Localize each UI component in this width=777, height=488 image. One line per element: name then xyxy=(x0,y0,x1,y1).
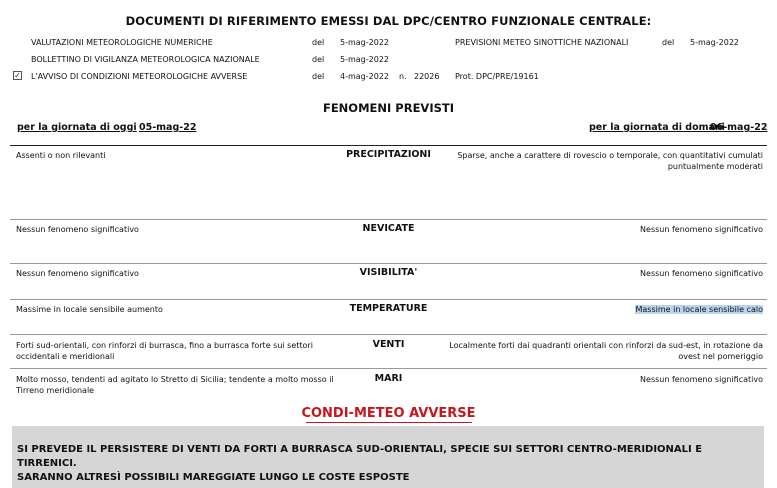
row-divider xyxy=(10,368,767,369)
ref-avviso-date: 4-mag-2022 xyxy=(340,72,389,81)
avviso-checkbox[interactable]: ✓ xyxy=(14,71,21,80)
row-divider xyxy=(10,263,767,264)
alert-line-2: SARANNO ALTRESÌ POSSIBILI MAREGGIATE LUNGO LE COSTE ESPOSTE xyxy=(17,472,410,483)
ref-previsioni-label: PREVISIONI METEO SINOTTICHE NAZIONALI xyxy=(455,38,629,47)
venti-tomorrow: Localmente forti dai quadranti orientali con rinforzi da sud-est, in rotazione da ovest nel pomeriggio xyxy=(449,341,763,361)
alert-message xyxy=(17,443,757,485)
ref-bollettino-date: 5-mag-2022 xyxy=(340,55,389,64)
temperature-tomorrow[interactable]: Massime in locale sensibile calo xyxy=(635,305,763,314)
tomorrow-label: per la giornata di domani xyxy=(589,122,725,133)
ref-bollettino-del: del xyxy=(312,55,325,64)
row-divider xyxy=(10,299,767,300)
venti-label: VENTI xyxy=(372,339,405,350)
precipitazioni-label: PRECIPITAZIONI xyxy=(346,149,431,160)
mari-today: Molto mosso, tendenti ad agitato lo Stretto di Sicilia; tendente a molto mosso il Tirreno meridionale xyxy=(16,375,334,395)
today-date: 05-mag-22 xyxy=(139,122,197,133)
forecast-title: FENOMENI PREVISTI xyxy=(322,101,455,115)
nevicate-label: NEVICATE xyxy=(362,223,415,234)
row-divider xyxy=(10,334,767,335)
ref-previsioni-del: del xyxy=(662,38,675,47)
nevicate-today: Nessun fenomeno significativo xyxy=(16,225,139,234)
ref-avviso-label: L'AVVISO DI CONDIZIONI METEOROLOGICHE AVVERSE xyxy=(31,72,248,81)
temperature-today: Massime in locale sensibile aumento xyxy=(16,305,163,314)
today-label: per la giornata di oggi xyxy=(17,122,137,133)
precipitazioni-tomorrow: Sparse, anche a carattere di rovescio o temporale, con quantitativi cumulati puntualmente moderati xyxy=(457,151,763,171)
ref-valutazioni-del: del xyxy=(312,38,325,47)
venti-today: Forti sud-orientali, con rinforzi di burrasca, fino a burrasca forte sui settori occidentali e meridionali xyxy=(16,341,313,361)
row-divider xyxy=(10,219,767,220)
precipitazioni-today: Assenti o non rilevanti xyxy=(16,151,106,160)
nevicate-tomorrow: Nessun fenomeno significativo xyxy=(640,225,763,234)
document-title: DOCUMENTI DI RIFERIMENTO EMESSI DAL DPC/CENTRO FUNZIONALE CENTRALE: xyxy=(125,14,652,28)
mari-tomorrow: Nessun fenomeno significativo xyxy=(640,375,763,384)
tomorrow-date: 06-mag-22 xyxy=(710,122,768,133)
ref-avviso-prot: Prot. DPC/PRE/19161 xyxy=(455,72,539,81)
ref-valutazioni-label: VALUTAZIONI METEOROLOGICHE NUMERICHE xyxy=(31,38,213,47)
ref-previsioni-date: 5-mag-2022 xyxy=(690,38,739,47)
ref-avviso-number: 22026 xyxy=(414,72,440,81)
alert-line-1: SI PREVEDE IL PERSISTERE DI VENTI DA FORTI A BURRASCA SUD-ORIENTALI, SPECIE SUI SETTORI CENTRO-MERIDIONALI E TIRRENICI. xyxy=(17,444,703,469)
ref-bollettino-label: BOLLETTINO DI VIGILANZA METEOROLOGICA NAZIONALE xyxy=(31,55,260,64)
ref-avviso-n: n. xyxy=(399,72,407,81)
mari-label: MARI xyxy=(374,373,403,384)
visibilita-label: VISIBILITA' xyxy=(359,267,418,278)
ref-valutazioni-date: 5-mag-2022 xyxy=(340,38,389,47)
visibilita-today: Nessun fenomeno significativo xyxy=(16,269,139,278)
alert-title: CONDI-METEO AVVERSE xyxy=(301,406,476,421)
header-divider xyxy=(10,145,767,146)
visibilita-tomorrow: Nessun fenomeno significativo xyxy=(640,269,763,278)
ref-avviso-del: del xyxy=(312,72,325,81)
temperature-label: TEMPERATURE xyxy=(349,303,428,314)
alert-title-underline xyxy=(306,422,472,423)
